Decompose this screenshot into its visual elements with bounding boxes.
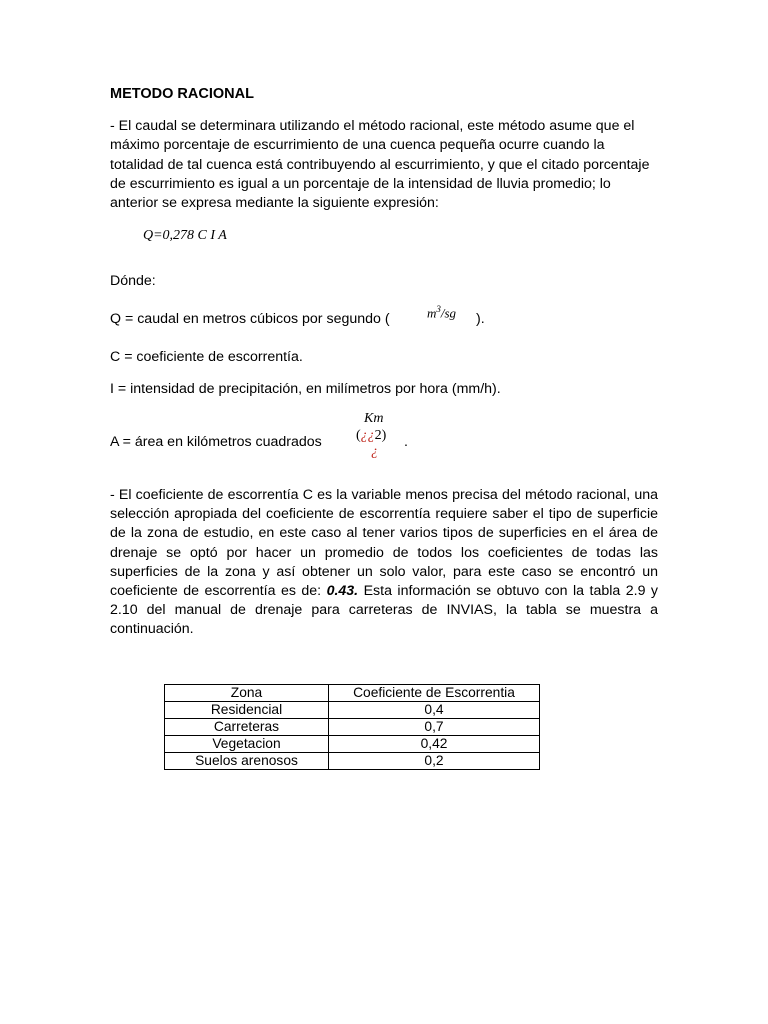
definition-c: C = coeficiente de escorrentía. [110,349,303,365]
flow-unit [427,304,456,321]
flow-unit-rest: /sg [440,305,457,321]
definition-q: Q = caudal en metros cúbicos por segundo ( [110,311,390,327]
table-header-zone: Zona [165,685,329,702]
intro-paragraph: - El caudal se determinara utilizando el método racional, este método asume que el máximo porcentaje de escurrimiento de una cuenca pequeña ocurre cuando la totalidad de tal cuenca está contribuyendo al escurrimiento, y que el citado porcentaje de escurrimiento es igual a un porcentaje de la intensidad de lluvia promedio; lo anterior se expresa mediante la siguiente expresión: [110,118,650,212]
area-unit-open: ( [356,428,361,443]
where-label: Dónde: [110,273,156,289]
definition-i: I = intensidad de precipitación, en milímetros por hora (mm/h). [110,381,501,397]
table-cell-coefficient: 0,42 [329,736,540,753]
flow-unit-base: m [427,305,437,321]
coefficient-paragraph-start: - El coeficiente de escorrentía C es la variable menos precisa del método racional, una selección apropiada del coeficiente de escorrentía requiere saber el tipo de superficie de la zona de estudio, en este caso al tener varios tipos de superficies en el área de drenaje se optó por hacer un promedio de todos los coeficientes de todas las superficies de la zona y así obtener un solo valor, para este caso se encontró un coeficiente de escorrentía es de: [110,487,658,600]
definition-a-close: . [404,434,408,450]
coefficient-paragraph [110,486,658,640]
table-header-coefficient: Coeficiente de Escorrentia [329,685,540,702]
table-cell-zone: Suelos arenosos [165,753,329,770]
area-unit-middle [356,428,386,444]
table-row [165,753,540,770]
document-title: METODO RACIONAL [110,86,254,102]
table-row [165,736,540,753]
coefficient-paragraph-end: Esta información se obtuvo con la tabla 2.9 y 2.10 del manual de drenaje para carreteras de INVIAS, la tabla se muestra a continuación. [110,583,659,638]
table-cell-coefficient: 0,4 [329,702,540,719]
area-unit-red: ¿¿ [360,428,375,443]
table-cell-zone: Carreteras [165,719,329,736]
table-header-row [165,685,540,702]
coefficient-value: 0.43. [326,583,359,600]
definition-a: A = área en kilómetros cuadrados [110,434,322,450]
definition-q-close: ). [476,311,485,327]
area-unit-bottom-red: ¿ [371,444,378,459]
area-unit-top: Km [364,411,384,426]
table-cell-zone: Residencial [165,702,329,719]
area-unit-rest: 2) [374,428,387,443]
table-row [165,702,540,719]
table-cell-coefficient: 0,2 [329,753,540,770]
table-cell-zone: Vegetacion [165,736,329,753]
area-unit-bottom [371,444,378,460]
flow-unit-exponent: 3 [436,304,441,314]
table-cell-coefficient: 0,7 [329,719,540,736]
runoff-coefficient-table [164,684,540,770]
table-row [165,719,540,736]
rational-formula: Q=0,278 C I A [143,228,227,243]
